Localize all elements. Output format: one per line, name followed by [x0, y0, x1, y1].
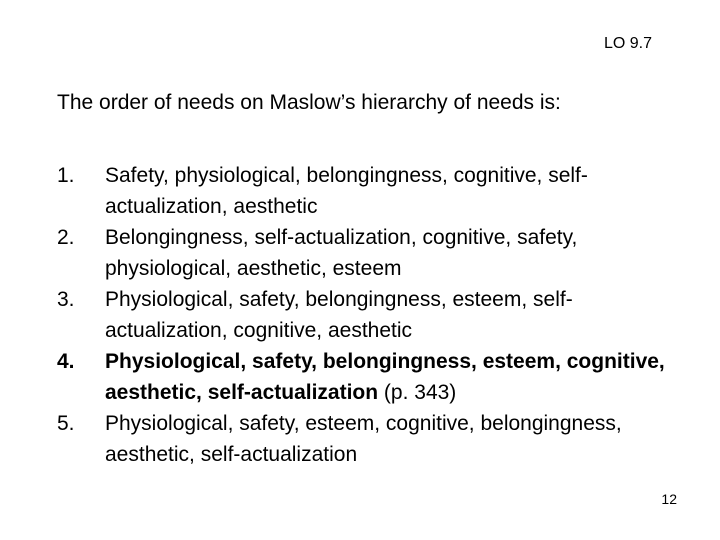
option-number: 2. — [57, 226, 75, 249]
option-text: Belongingness, self-actualization, cognitive, safety, physiological, aesthetic, esteem — [105, 226, 578, 280]
option-number: 4. — [57, 350, 75, 373]
option-text: Physiological, safety, esteem, cognitive, belongingness, aesthetic, self-actualization — [105, 412, 622, 466]
answer-options-list — [57, 160, 667, 470]
answer-option-3 — [57, 284, 667, 346]
answer-option-4-correct — [57, 346, 667, 408]
answer-option-1 — [57, 160, 667, 222]
question-text: The order of needs on Maslow’s hierarchy of needs is: — [57, 91, 561, 114]
option-number: 1. — [57, 164, 75, 187]
option-number: 3. — [57, 288, 75, 311]
correct-answer-text: Physiological, safety, belongingness, esteem, cognitive, aesthetic, self-actualization — [105, 350, 665, 404]
option-text: Safety, physiological, belongingness, cognitive, self-actualization, aesthetic — [105, 164, 588, 218]
page-number: 12 — [661, 491, 677, 507]
option-text: Physiological, safety, belongingness, esteem, self-actualization, cognitive, aesthetic — [105, 288, 573, 342]
answer-option-2 — [57, 222, 667, 284]
answer-option-5 — [57, 408, 667, 470]
page-reference: (p. 343) — [378, 381, 457, 404]
learning-objective-tag: LO 9.7 — [603, 35, 652, 52]
option-number: 5. — [57, 412, 75, 435]
